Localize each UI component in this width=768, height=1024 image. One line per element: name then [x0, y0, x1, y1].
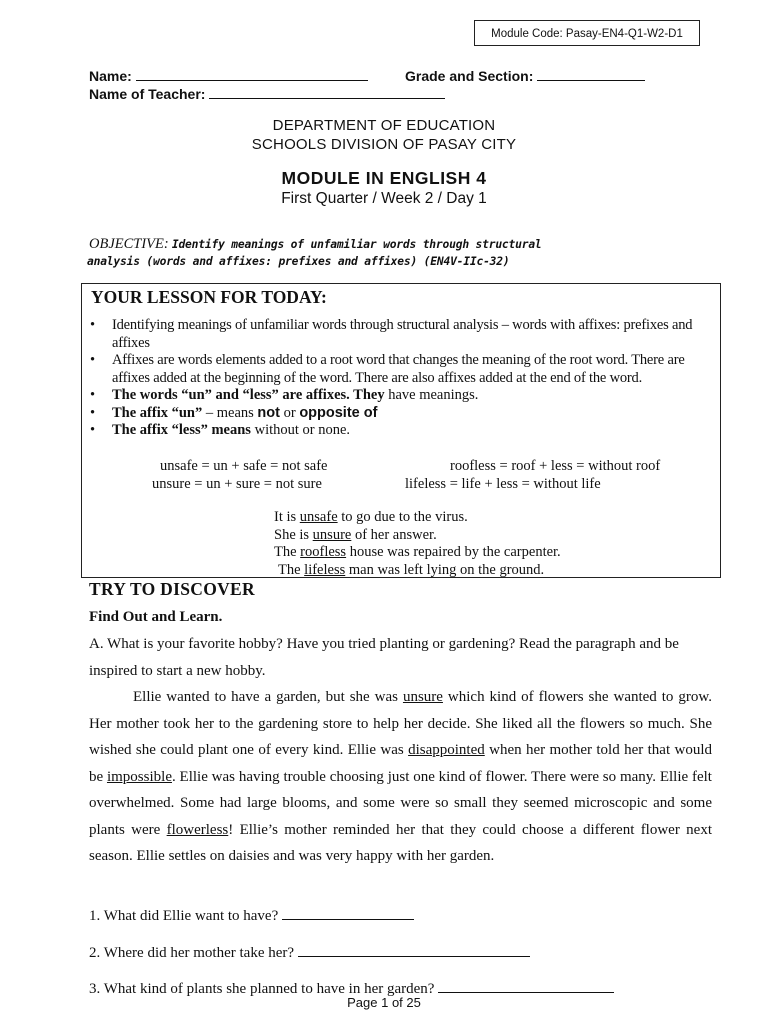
name-label: Name: [89, 68, 132, 84]
lesson-bullet [90, 317, 710, 352]
story-word: disappointed [408, 742, 485, 758]
grade-section-blank[interactable] [537, 68, 645, 81]
example-text: The [278, 562, 305, 578]
example-sentence [274, 527, 437, 545]
intro-paragraph: A. What is your favorite hobby? Have you tried planting or gardening? Read the paragraph and be inspired to start a new hobby. [89, 636, 679, 679]
answer-blank[interactable] [438, 980, 614, 993]
question [89, 944, 530, 962]
equation: roofless = roof + less = without roof [450, 458, 661, 474]
lesson-bullet-text: without or none. [250, 422, 351, 438]
objective-text-2: analysis (words and affixes: prefixes and affixes) (EN4V-IIc-32) [87, 255, 510, 268]
teacher-label: Name of Teacher: [89, 86, 206, 102]
example-text: to go due to the virus. [337, 509, 468, 525]
lesson-list [90, 317, 710, 440]
question-text: 2. Where did her mother take her? [89, 945, 295, 961]
story-text: . Ellie was having trouble choosing just one kind of flower. There were so many. Ellie felt overwhelmed. Some had large blooms, and some were so small they seemed microscopic and some plants were [89, 768, 712, 838]
objective [89, 236, 689, 270]
grade-section-label: Grade and Section: [405, 68, 534, 84]
lesson-bullet-text: The affix “un” [112, 404, 203, 421]
teacher-field [89, 86, 445, 102]
lesson-bullet-text: They [349, 387, 385, 403]
story-text: when her mother told her that would be [89, 742, 712, 785]
lesson-box [81, 283, 721, 578]
story-paragraph [89, 684, 712, 870]
example-word: unsafe [299, 509, 338, 525]
subtitle-find-out: Find Out and Learn. [89, 609, 223, 625]
department-heading: DEPARTMENT OF EDUCATION [272, 117, 496, 134]
name-blank[interactable] [136, 68, 368, 81]
example-text: She is [274, 527, 313, 543]
equation: lifeless = life + less = without life [405, 476, 601, 492]
example-text: It is [274, 509, 300, 525]
example-text: man was left lying on the ground. [345, 562, 545, 578]
answer-blank[interactable] [298, 944, 530, 957]
story-word: impossible [106, 768, 172, 785]
objective-line-1 [89, 236, 689, 253]
lesson-bullet [90, 422, 710, 440]
question-text: 1. What did Ellie want to have? [89, 908, 279, 924]
quarter-line: First Quarter / Week 2 / Day 1 [281, 190, 487, 207]
lesson-bullet [90, 352, 710, 387]
teacher-blank[interactable] [209, 86, 445, 99]
equation: unsure = un + sure = not sure [152, 476, 322, 492]
lesson-bullet-text: or [279, 404, 300, 421]
equation: unsafe = un + safe = not safe [160, 458, 328, 474]
story-text: ! Ellie’s mother reminded her that they could choose a different flower next season. Ellie settles on daisies and was very happy with her garden. [89, 821, 712, 864]
example-word: unsure [312, 527, 352, 543]
lesson-bullet-text: Affixes are words elements added to a root word that changes the meaning of the root word. There are affixes added at the beginning of the word. There are also affixes added at the end of the word. [112, 352, 685, 386]
question-text: 3. What kind of plants she planned to have in her garden? [89, 981, 435, 997]
example-text: The [274, 544, 301, 560]
section-title-discover: TRY TO DISCOVER [89, 579, 255, 599]
story-word: flowerless [166, 821, 229, 838]
example-word: roofless [300, 544, 347, 560]
example-sentence [278, 562, 544, 580]
lesson-bullet-text: The affix “less” means [112, 422, 251, 438]
objective-label: OBJECTIVE: [89, 236, 169, 252]
lesson-bullet-text: not [257, 404, 280, 421]
story-word: unsure [402, 689, 443, 705]
module-title: MODULE IN ENGLISH 4 [281, 168, 487, 188]
example-word: lifeless [304, 562, 346, 578]
question [89, 907, 414, 925]
example-text: house was repaired by the carpenter. [346, 544, 561, 560]
example-sentence [274, 544, 561, 562]
objective-text-1: Identify meanings of unfamiliar words through structural [171, 238, 542, 251]
lesson-bullet-text: opposite of [299, 404, 378, 421]
name-field [89, 68, 368, 84]
story-text: which kind of flowers she wanted to grow. Her mother took her to the gardening store to help her decide. She liked all the flowers so much. She wished she could plant one of every kind. Ellie was [89, 689, 712, 758]
module-code-text: Module Code: Pasay-EN4-Q1-W2-D1 [491, 28, 683, 40]
lesson-title: YOUR LESSON FOR TODAY: [91, 287, 327, 307]
lesson-bullet-text: have meanings. [384, 387, 479, 403]
grade-section-field [405, 68, 645, 84]
module-code-box [474, 20, 700, 46]
lesson-bullet-text: The words “un” and “less” are affixes. [112, 387, 350, 403]
example-text: of her answer. [351, 527, 437, 543]
lesson-bullet [90, 405, 710, 423]
lesson-bullet-text: – means [202, 404, 258, 421]
objective-line-2 [87, 253, 689, 270]
answer-blank[interactable] [282, 907, 414, 920]
page-number: Page 1 of 25 [347, 995, 421, 1010]
lesson-bullet [90, 387, 710, 405]
example-sentence [274, 509, 468, 527]
lesson-bullet-text: Identifying meanings of unfamiliar words through structural analysis – words with affixes: prefixes and affixes [112, 317, 693, 351]
story-text: Ellie wanted to have a garden, but she was [133, 689, 403, 705]
division-heading: SCHOOLS DIVISION OF PASAY CITY [251, 136, 517, 153]
